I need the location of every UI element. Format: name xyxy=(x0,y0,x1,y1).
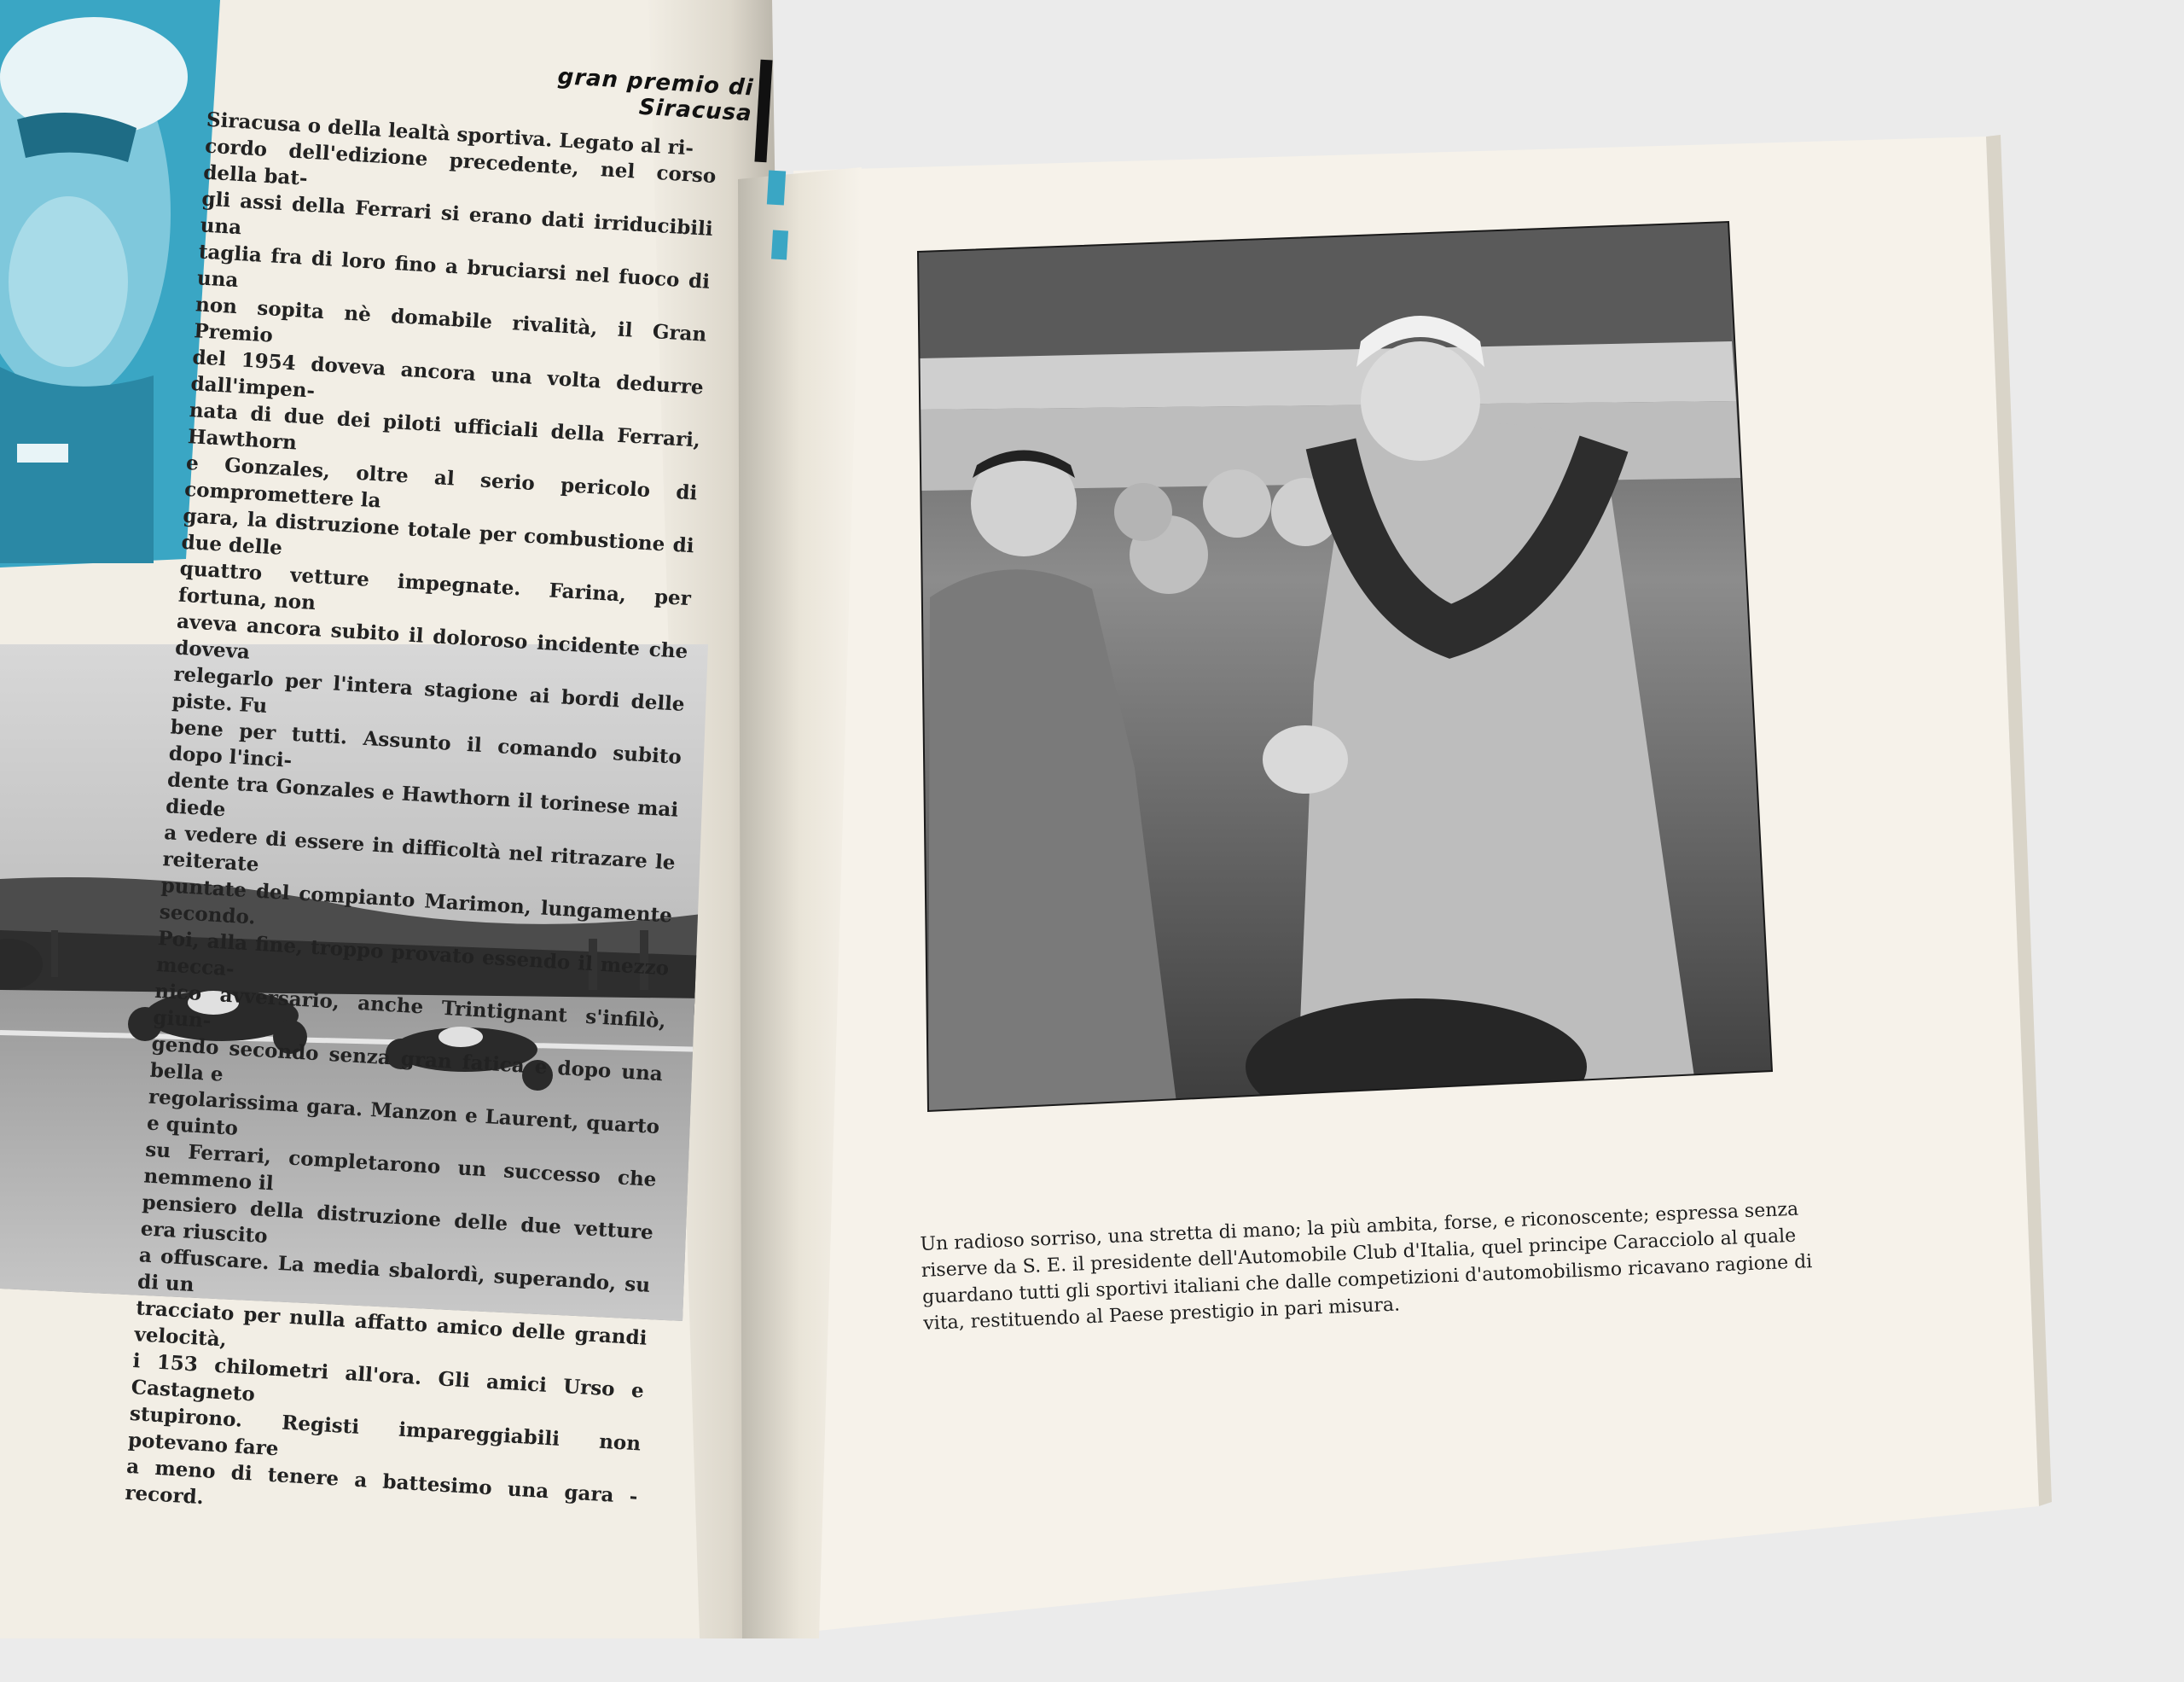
photo-caption: Un radioso sorriso, una stretta di mano; la più ambita, forse, e riconoscente; espressa senza riserve da S. E. il presidente dell'Automobile Club d'Italia, quel principe Caracciolo al quale guardano tutti gli sportivi italiani che dalle competizioni d'automobilismo ricavano ragione di vita, restituendo al Paese prestigio in pari misura. xyxy=(920,1198,1813,1335)
section-header: gran premio di Siracusa xyxy=(556,63,755,127)
article-body: Siracusa o della lealtà sportiva. Legato al ri- cordo dell'edizione precedente, nel corso della bat- gli assi della Ferrari si erano dati irriducibili una taglia fra di loro fino a bruciarsi nel fuoco di una non sopita nè domabile rivalità, il Gran Premio del 1954 doveva ancora una volta dedurre dall'impen- nata di due dei piloti ufficiali della Ferrari, Hawthorn e Gonzales, oltre al serio pericolo di compromettere la gara, la distruzione totale per combustione di due delle quattro vetture impegnate. Farina, per fortuna, non aveva ancora subito il doloroso incidente che doveva relegarlo per l'intera stagione ai bordi delle piste. Fu bene per tutti. Assunto il comando subito dopo l'inci- dente tra Gonzales e Hawthorn il torinese mai diede a vedere di essere in difficoltà nel ritrazare le reiterate puntate del compianto Marimon, lungamente secondo. Poi, alla fine, troppo provato essendo il mezzo mecca- nico avversario, anche Trintignant s'infilò, giun- gendo secondo senza gran fatica e dopo una bella e regolarissima gara. Manzon e Laurent, quarto e quinto su Ferrari, completarono un successo che nemmeno il pensiero della distruzione delle due vetture era riuscito a offuscare. La media sbalordì, superando, su di un tracciato per nulla affatto amico delle grandi velocità, i 153 chilometri all'ora. Gli amici Urso e Castagneto stupirono. Registi impareggiabili non potevano fare a meno di tenere a battesimo una gara - record. xyxy=(124,108,717,1510)
